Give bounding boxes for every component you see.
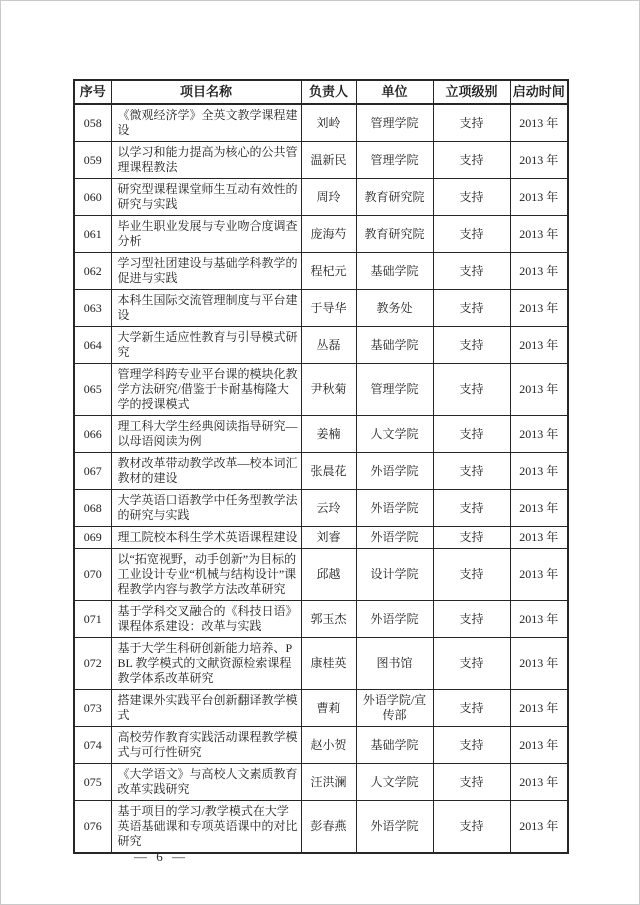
start-time-cell: 2013 年 (510, 601, 568, 638)
table-row (74, 453, 568, 490)
unit-cell: 教育研究院 (356, 179, 433, 216)
serial-number-cell: 066 (74, 416, 111, 453)
project-title-cell: 毕业生职业发展与专业吻合度调查分析 (111, 216, 301, 253)
table-row (74, 690, 568, 727)
project-title-cell: 学习型社团建设与基础学科教学的促进与实践 (111, 253, 301, 290)
serial-number-cell: 073 (74, 690, 111, 727)
header-approval-level: 立项级别 (433, 80, 510, 104)
table-row (74, 727, 568, 764)
start-time-cell: 2013 年 (510, 549, 568, 601)
unit-cell: 教育研究院 (356, 216, 433, 253)
start-time-cell: 2013 年 (510, 453, 568, 490)
table-row (74, 490, 568, 527)
unit-cell: 外语学院/宣传部 (356, 690, 433, 727)
start-time-cell: 2013 年 (510, 216, 568, 253)
leader-cell: 温新民 (301, 142, 356, 179)
leader-cell: 刘睿 (301, 527, 356, 549)
project-title-cell: 大学英语口语教学中任务型教学法的研究与实践 (111, 490, 301, 527)
project-title-cell: 搭建课外实践平台创新翻译教学模式 (111, 690, 301, 727)
unit-cell: 基础学院 (356, 327, 433, 364)
header-serial-number: 序号 (74, 80, 111, 104)
unit-cell: 外语学院 (356, 601, 433, 638)
start-time-cell: 2013 年 (510, 327, 568, 364)
leader-cell: 于导华 (301, 290, 356, 327)
start-time-cell: 2013 年 (510, 416, 568, 453)
table-row (74, 142, 568, 179)
leader-cell: 周玲 (301, 179, 356, 216)
approval-level-cell: 支持 (433, 549, 510, 601)
approval-level-cell: 支持 (433, 416, 510, 453)
project-title-cell: 教材改革带动教学改革—校本词汇教材的建设 (111, 453, 301, 490)
approval-level-cell: 支持 (433, 601, 510, 638)
project-table (73, 79, 569, 854)
header-leader: 负责人 (301, 80, 356, 104)
serial-number-cell: 069 (74, 527, 111, 549)
table-row (74, 104, 568, 142)
start-time-cell: 2013 年 (510, 527, 568, 549)
table-row (74, 364, 568, 416)
table-body (74, 104, 568, 853)
project-title-cell: 基于学科交叉融合的《科技日语》课程体系建设：改革与实践 (111, 601, 301, 638)
project-title-cell: 理工科大学生经典阅读指导研究—以母语阅读为例 (111, 416, 301, 453)
project-title-cell: 研究型课程课堂师生互动有效性的研究与实践 (111, 179, 301, 216)
start-time-cell: 2013 年 (510, 364, 568, 416)
leader-cell: 彭春燕 (301, 801, 356, 854)
unit-cell: 外语学院 (356, 527, 433, 549)
project-title-cell: 高校劳作教育实践活动课程教学模式与可行性研究 (111, 727, 301, 764)
approval-level-cell: 支持 (433, 527, 510, 549)
header-start-time: 启动时间 (510, 80, 568, 104)
serial-number-cell: 068 (74, 490, 111, 527)
start-time-cell: 2013 年 (510, 638, 568, 690)
unit-cell: 管理学院 (356, 104, 433, 142)
approval-level-cell: 支持 (433, 801, 510, 854)
serial-number-cell: 063 (74, 290, 111, 327)
approval-level-cell: 支持 (433, 764, 510, 801)
header-unit: 单位 (356, 80, 433, 104)
serial-number-cell: 075 (74, 764, 111, 801)
approval-level-cell: 支持 (433, 142, 510, 179)
start-time-cell: 2013 年 (510, 290, 568, 327)
unit-cell: 人文学院 (356, 764, 433, 801)
table-row (74, 638, 568, 690)
project-title-cell: 管理学科跨专业平台课的模块化教学方法研究/借鉴于卡耐基梅隆大学的授课模式 (111, 364, 301, 416)
unit-cell: 管理学院 (356, 142, 433, 179)
table-row (74, 549, 568, 601)
start-time-cell: 2013 年 (510, 690, 568, 727)
leader-cell: 姜楠 (301, 416, 356, 453)
leader-cell: 汪洪澜 (301, 764, 356, 801)
leader-cell: 邱越 (301, 549, 356, 601)
table-row (74, 290, 568, 327)
project-title-cell: 基于大学生科研创新能力培养、PBL 教学模式的文献资源检索课程教学体系改革研究 (111, 638, 301, 690)
start-time-cell: 2013 年 (510, 727, 568, 764)
serial-number-cell: 076 (74, 801, 111, 854)
leader-cell: 丛磊 (301, 327, 356, 364)
serial-number-cell: 074 (74, 727, 111, 764)
leader-cell: 康桂英 (301, 638, 356, 690)
unit-cell: 基础学院 (356, 253, 433, 290)
start-time-cell: 2013 年 (510, 490, 568, 527)
leader-cell: 曹莉 (301, 690, 356, 727)
project-title-cell: 大学新生适应性教育与引导模式研究 (111, 327, 301, 364)
leader-cell: 郭玉杰 (301, 601, 356, 638)
approval-level-cell: 支持 (433, 364, 510, 416)
project-title-cell: 以“拓宽视野，动手创新”为目标的工业设计专业“机械与结构设计”课程教学内容与教学方法改革研究 (111, 549, 301, 601)
leader-cell: 程杞元 (301, 253, 356, 290)
unit-cell: 管理学院 (356, 364, 433, 416)
approval-level-cell: 支持 (433, 490, 510, 527)
table-header-row (74, 80, 568, 104)
serial-number-cell: 059 (74, 142, 111, 179)
serial-number-cell: 061 (74, 216, 111, 253)
unit-cell: 设计学院 (356, 549, 433, 601)
serial-number-cell: 071 (74, 601, 111, 638)
start-time-cell: 2013 年 (510, 104, 568, 142)
leader-cell: 云玲 (301, 490, 356, 527)
project-title-cell: 基于项目的学习/教学模式在大学英语基础课和专项英语课中的对比研究 (111, 801, 301, 854)
leader-cell: 刘岭 (301, 104, 356, 142)
unit-cell: 外语学院 (356, 453, 433, 490)
start-time-cell: 2013 年 (510, 253, 568, 290)
leader-cell: 庞海芍 (301, 216, 356, 253)
leader-cell: 尹秋菊 (301, 364, 356, 416)
start-time-cell: 2013 年 (510, 142, 568, 179)
start-time-cell: 2013 年 (510, 801, 568, 854)
approval-level-cell: 支持 (433, 690, 510, 727)
serial-number-cell: 065 (74, 364, 111, 416)
approval-level-cell: 支持 (433, 727, 510, 764)
approval-level-cell: 支持 (433, 453, 510, 490)
approval-level-cell: 支持 (433, 104, 510, 142)
unit-cell: 教务处 (356, 290, 433, 327)
table-row (74, 179, 568, 216)
serial-number-cell: 072 (74, 638, 111, 690)
unit-cell: 外语学院 (356, 801, 433, 854)
approval-level-cell: 支持 (433, 253, 510, 290)
serial-number-cell: 062 (74, 253, 111, 290)
unit-cell: 图书馆 (356, 638, 433, 690)
project-title-cell: 《微观经济学》全英文教学课程建设 (111, 104, 301, 142)
leader-cell: 张晨花 (301, 453, 356, 490)
unit-cell: 基础学院 (356, 727, 433, 764)
header-project-name: 项目名称 (111, 80, 301, 104)
unit-cell: 人文学院 (356, 416, 433, 453)
serial-number-cell: 060 (74, 179, 111, 216)
serial-number-cell: 070 (74, 549, 111, 601)
unit-cell: 外语学院 (356, 490, 433, 527)
start-time-cell: 2013 年 (510, 179, 568, 216)
serial-number-cell: 064 (74, 327, 111, 364)
table-row (74, 764, 568, 801)
approval-level-cell: 支持 (433, 179, 510, 216)
table-row (74, 416, 568, 453)
serial-number-cell: 058 (74, 104, 111, 142)
table-row (74, 801, 568, 854)
project-title-cell: 以学习和能力提高为核心的公共管理课程教法 (111, 142, 301, 179)
table-row (74, 327, 568, 364)
project-title-cell: 理工院校本科生学术英语课程建设 (111, 527, 301, 549)
serial-number-cell: 067 (74, 453, 111, 490)
table-row (74, 216, 568, 253)
project-title-cell: 《大学语文》与高校人文素质教育改革实践研究 (111, 764, 301, 801)
table-row (74, 527, 568, 549)
table-row (74, 253, 568, 290)
leader-cell: 赵小贺 (301, 727, 356, 764)
approval-level-cell: 支持 (433, 638, 510, 690)
start-time-cell: 2013 年 (510, 764, 568, 801)
approval-level-cell: 支持 (433, 327, 510, 364)
project-title-cell: 本科生国际交流管理制度与平台建设 (111, 290, 301, 327)
approval-level-cell: 支持 (433, 216, 510, 253)
table-row (74, 601, 568, 638)
approval-level-cell: 支持 (433, 290, 510, 327)
page-number: — 6 — (134, 849, 188, 864)
